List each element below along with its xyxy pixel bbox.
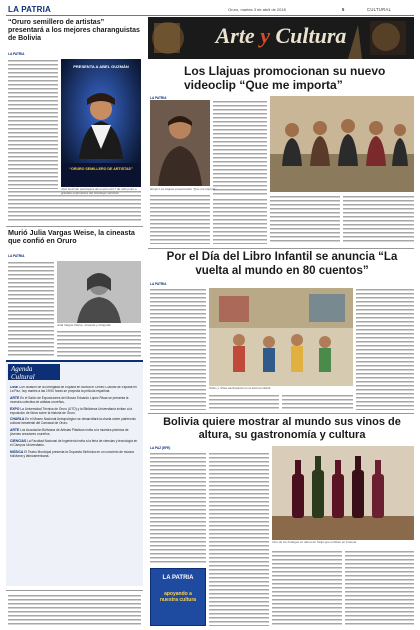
promo-logo: LA PATRIA xyxy=(162,575,194,581)
book-day-photo-caption: Niños y niñas participarán en la lectura infantil. xyxy=(209,386,272,390)
main-mid-body-col2b xyxy=(282,394,353,410)
main-bottom-body-col2 xyxy=(209,452,269,626)
banner-title xyxy=(206,22,356,50)
agenda-list xyxy=(10,386,139,582)
agenda-item xyxy=(10,418,139,426)
newspaper-logo: LA PATRIA xyxy=(8,5,51,14)
agenda-item-text: La Facultad Nacional de Ingeniería invita a la feria de ciencias y tecnología en el Campus Universitario. xyxy=(10,439,138,447)
album-title: PRESENTA A ABEL GUZMÁN xyxy=(73,64,129,69)
left-mid-body-col2 xyxy=(57,330,141,357)
wine-photo-caption: Vino de los bodegas en altura de Tarija que exhiben en Francia. xyxy=(272,540,357,544)
divider xyxy=(148,413,414,414)
left-mid-body-col1 xyxy=(8,261,54,357)
main-top-body-col1b xyxy=(213,198,267,244)
main-mid-body-col1 xyxy=(150,288,206,410)
main-top-body-col1 xyxy=(213,100,267,196)
left-top-headline: “Oruro semillero de artistas” presentará a los mejores charanguistas de Bolivia xyxy=(8,19,140,42)
agenda-item-text: La Universidad Técnica de Oruro (UTO) y la Biblioteca Universitaria invitan a la exposición de libros sobre la historia de Oruro. xyxy=(10,406,132,415)
agenda-item xyxy=(10,451,139,459)
divider xyxy=(6,226,143,227)
main-bottom-headline: Bolivia quiere mostrar al mundo sus vinos de altura, su gastronomía y cultura xyxy=(163,416,401,441)
header-rule xyxy=(6,15,414,16)
book-day-image xyxy=(209,288,353,386)
section-name: CULTURAL xyxy=(367,7,392,12)
agenda-item xyxy=(10,440,139,448)
agenda-item-head: MÚSICA xyxy=(10,449,24,454)
main-mid-kicker: LA PATRIA xyxy=(150,282,167,286)
banner-word-cultura: Cultura xyxy=(275,23,347,48)
llajuas-group-image xyxy=(270,96,414,192)
agenda-item xyxy=(10,397,139,405)
album-cover-photo xyxy=(61,59,141,187)
section-banner xyxy=(148,17,414,59)
llajuas-photo-left xyxy=(150,100,210,186)
left-top-body-col1 xyxy=(8,59,58,189)
agenda-item-head: ARTE xyxy=(10,428,20,433)
llajuas-group-photo xyxy=(270,96,414,192)
divider xyxy=(6,590,143,591)
promo-line1: apoyando a xyxy=(164,591,192,597)
left-top-kicker: LA PATRIA xyxy=(8,52,25,56)
main-top-body-col3 xyxy=(343,195,414,244)
agenda-item xyxy=(10,386,139,394)
banner-word-arte: Arte xyxy=(215,23,255,48)
divider xyxy=(148,248,414,249)
main-mid-body-col3 xyxy=(356,288,414,410)
agenda-item-text: En el Salón de Exposiciones del Museo Eduardo López Rivas se presenta la muestra colectiva de artistas orureños. xyxy=(10,395,129,404)
banner-word-y: y xyxy=(260,23,270,48)
agenda-item-head: CIENCIAS xyxy=(10,439,27,444)
agenda-item-text: En el Museo Nacional Antropológico se desarrollará la charla sobre patrimonio cultural inmaterial del Carnaval de Oruro. xyxy=(10,417,136,426)
julia-photo-caption: Julia Vargas Weise, cineasta y fotógrafa. xyxy=(57,323,112,327)
main-mid-headline: Por el Día del Libro Infantil se anuncia “La vuelta al mundo en 80 cuentos” xyxy=(166,251,398,277)
main-bottom-body-col3 xyxy=(272,550,342,626)
wine-bottles-image xyxy=(272,446,414,540)
promo-box xyxy=(150,568,206,626)
album-caption: “ORURO SEMILLERO DE ARTISTAS” xyxy=(69,167,133,171)
agenda-title: Agenda Cultural xyxy=(8,364,60,380)
main-bottom-body-col4 xyxy=(345,550,414,626)
left-mid-headline: Murió Julia Vargas Weise, la cineasta que confió en Oruro xyxy=(8,228,135,246)
main-bottom-kicker: LA PAZ (EFE) xyxy=(150,446,171,450)
llajuas-photo-caption: Grupo Los Llajuas presentando “Que me importa”. xyxy=(150,187,218,191)
main-top-body-col0 xyxy=(150,194,210,244)
main-top-headline: Los Llajuas promocionan su nuevo videoclip “Que me importa” xyxy=(184,64,386,92)
main-bottom-body-col1 xyxy=(150,452,206,564)
julia-vargas-photo xyxy=(57,261,141,323)
wine-photo xyxy=(272,446,414,540)
llajuas-portrait-left xyxy=(150,100,210,186)
page-number: 5 xyxy=(342,7,345,12)
main-top-kicker: LA PATRIA xyxy=(150,96,167,100)
main-mid-body-col2a xyxy=(209,394,279,410)
album-photo-caption: Abel Guzmán participará del evento del 7 de abril junto a grandes exponentes del charango nacional. xyxy=(61,187,137,195)
left-bottom-body xyxy=(8,594,141,626)
agenda-item-head: EXPO xyxy=(10,406,20,411)
agenda-item-text: Con ocasión de la Embajada de España en Bolivia el Centro Cultural de España en La Paz, hoy martes a las 19:00 horas se proyecta la película española. xyxy=(10,386,137,393)
agenda-item-head: CINE xyxy=(10,386,19,389)
agenda-item-text: El Teatro Municipal presenta la Orquesta Sinfónica en un concierto de música boliviana y latinoamericana. xyxy=(10,449,134,458)
book-day-photo xyxy=(209,288,353,386)
julia-vargas-portrait xyxy=(57,261,141,323)
promo-line2: nuestra cultura xyxy=(159,597,197,603)
agenda-item-text: Los Asociación Boliviana de Artistas Plásticos invita a la muestra pictórica de jóvenes creadores orureños. xyxy=(10,428,129,437)
issue-date: Oruro, martes 3 de abril de 2018 xyxy=(228,7,286,12)
main-top-body-col2 xyxy=(270,195,340,244)
agenda-item xyxy=(10,429,139,437)
agenda-item xyxy=(10,408,139,416)
agenda-item-head: ARTE xyxy=(10,395,20,400)
agenda-item-head: CHARLA xyxy=(10,417,25,422)
left-mid-kicker: LA PATRIA xyxy=(8,254,25,258)
